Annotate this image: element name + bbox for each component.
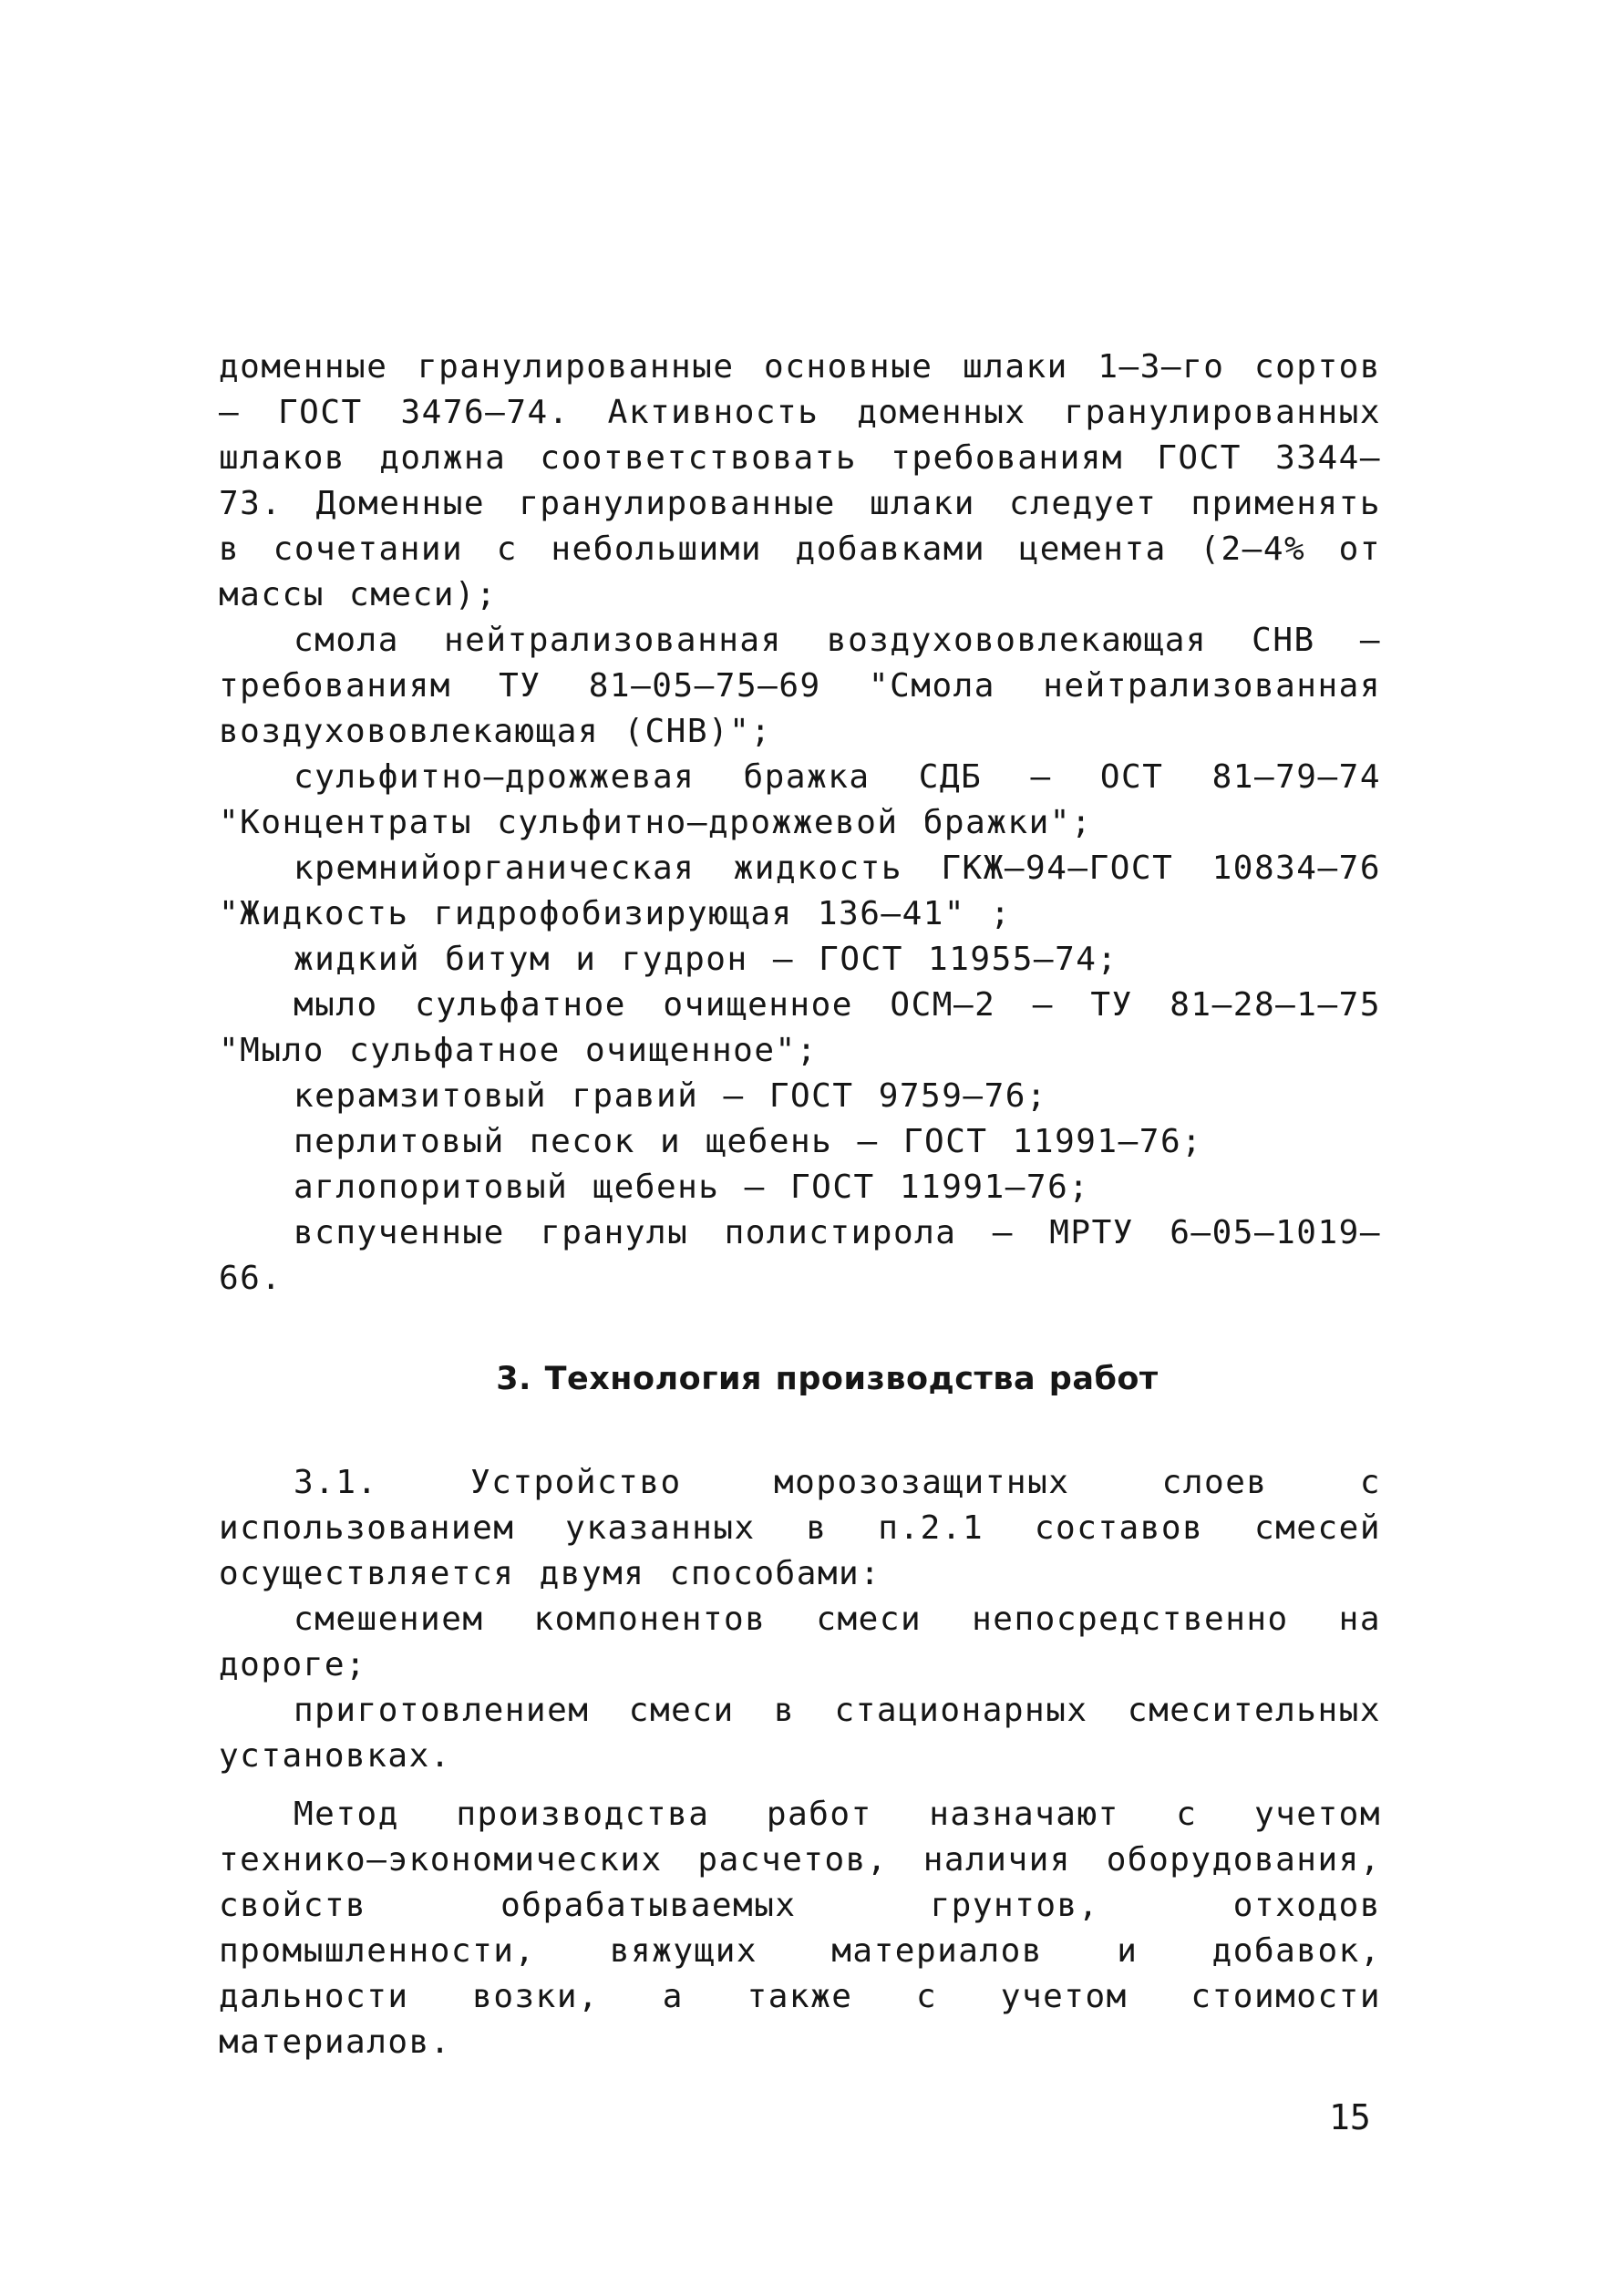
paragraph-perlite: перлитовый песок и щебень – ГОСТ 11991–76;	[294, 1123, 1203, 1160]
paragraph-resin-snv: смола нейтрализованная воздухововлекающая СНВ – требованиям ТУ 81–05–75–69 "Смола нейтрализованная воздухововлекающая (СНВ)";	[219, 622, 1381, 750]
paragraph-soap: мыло сульфатное очищенное ОСМ–2 – ТУ 81–28–1–75 "Мыло сульфатное очищенное";	[219, 986, 1381, 1069]
paragraph-gkzh: кремнийорганическая жидкость ГКЖ–94–ГОСТ 10834–76 "Жидкость гидрофобизирующая 136–41" ;	[219, 849, 1381, 932]
section-heading: 3. Технология производства работ	[496, 1361, 1159, 1397]
paragraph-keramzit: керамзитовый гравий – ГОСТ 9759–76;	[294, 1077, 1048, 1115]
paragraph-stationary-mixing: приготовлением смеси в стационарных смесительных установках.	[219, 1692, 1381, 1775]
paragraph-method: Метод производства работ назначают с учетом технико–экономических расчетов, наличия оборудования, свойств обрабатываемых грунтов, отходов промышленности, вяжущих материалов и добавок, дальности возки, а также с учетом стоимости материалов.	[219, 1796, 1381, 2061]
page-body	[219, 345, 1381, 2065]
paragraph-agloporite: аглопоритовый щебень – ГОСТ 11991–76;	[294, 1169, 1090, 1206]
paragraph-bitumen: жидкий битум и гудрон – ГОСТ 11955–74;	[294, 941, 1118, 978]
paragraph-mixing-on-road: смешением компонентов смеси непосредственно на дороге;	[219, 1601, 1381, 1683]
paragraph-3-1: 3.1. Устройство морозозащитных слоев с использованием указанных в п.2.1 составов смесей осуществляется двумя способами:	[219, 1464, 1381, 1592]
paragraph-sdb: сульфитно–дрожжевая бражка СДБ – ОСТ 81–79–74 "Концентраты сульфитно–дрожжевой бражки";	[219, 758, 1381, 841]
paragraph-slag: доменные гранулированные основные шлаки 1–3–го сортов – ГОСТ 3476–74. Активность доменных гранулированных шлаков должна соответствовать требованиям ГОСТ 3344–73. Доменные гранулированные шлаки следует применять в сочетании с небольшими добавками цемента (2–4% от массы смеси);	[219, 348, 1381, 613]
paragraph-polystyrene: вспученные гранулы полистирола – МРТУ 6–05–1019–66.	[219, 1214, 1381, 1297]
page-number: 15	[1329, 2097, 1371, 2137]
